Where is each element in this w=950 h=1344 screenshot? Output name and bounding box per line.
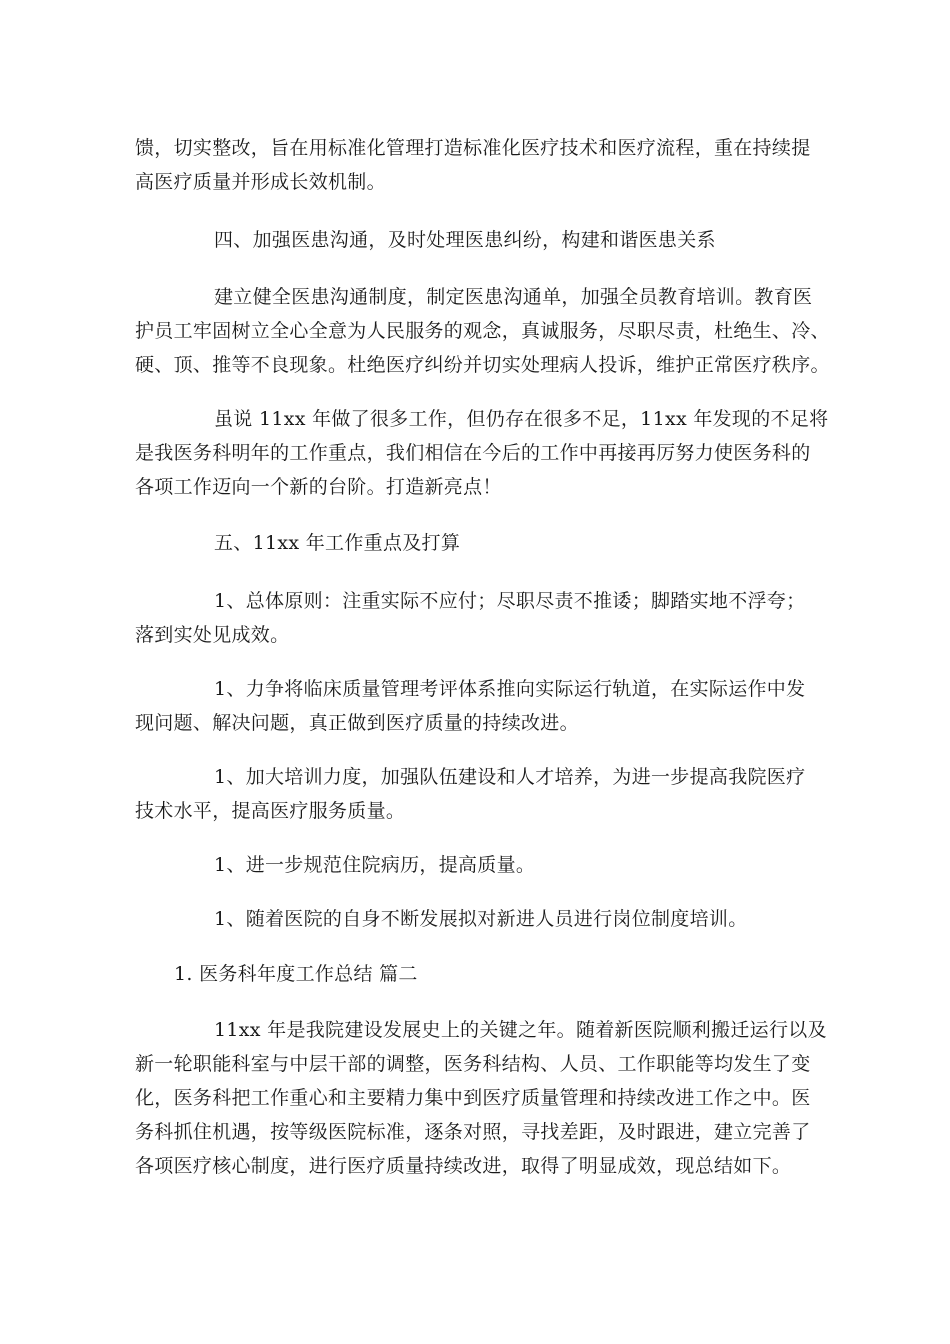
list-item-line: 1、总体原则：注重实际不应付；尽职尽责不推诿；脚踏实地不浮夸；: [214, 590, 806, 612]
paragraph-line: 硬、顶、推等不良现象。杜绝医疗纠纷并切实处理病人投诉，维护正常医疗秩序。: [135, 354, 830, 376]
section-title: 1. 医务科年度工作总结 篇二: [174, 963, 418, 985]
section-heading-5: 五、11xx 年工作重点及打算: [214, 532, 461, 554]
paragraph-line: 护员工牢固树立全心全意为人民服务的观念，真诚服务，尽职尽责，杜绝生、冷、: [135, 320, 830, 342]
paragraph-line: 11xx 年是我院建设发展史上的关键之年。随着新医院顺利搬迁运行以及: [214, 1019, 827, 1041]
paragraph-line: 虽说 11xx 年做了很多工作，但仍存在很多不足，11xx 年发现的不足将: [214, 408, 829, 430]
section-heading-4: 四、加强医患沟通，及时处理医患纠纷，构建和谐医患关系: [214, 229, 716, 251]
paragraph-line: 新一轮职能科室与中层干部的调整，医务科结构、人员、工作职能等均发生了变: [135, 1053, 811, 1075]
paragraph-line: 各项医疗核心制度，进行医疗质量持续改进，取得了明显成效，现总结如下。: [135, 1155, 792, 1177]
paragraph-line: 化，医务科把工作重心和主要精力集中到医疗质量管理和持续改进工作之中。医: [135, 1087, 811, 1109]
list-item-line: 落到实处见成效。: [135, 624, 290, 646]
list-item-line: 1、加大培训力度，加强队伍建设和人才培养，为进一步提高我院医疗: [214, 766, 806, 788]
paragraph-line: 高医疗质量并形成长效机制。: [135, 171, 386, 193]
list-item-line: 1、进一步规范住院病历，提高质量。: [214, 854, 536, 876]
list-item-line: 现问题、解决问题，真正做到医疗质量的持续改进。: [135, 712, 579, 734]
paragraph-line: 建立健全医患沟通制度，制定医患沟通单，加强全员教育培训。教育医: [214, 286, 813, 308]
list-item-line: 1、力争将临床质量管理考评体系推向实际运行轨道，在实际运作中发: [214, 678, 806, 700]
paragraph-line: 务科抓住机遇，按等级医院标准，逐条对照，寻找差距，及时跟进，建立完善了: [135, 1121, 811, 1143]
list-item-line: 1、随着医院的自身不断发展拟对新进人员进行岗位制度培训。: [214, 908, 748, 930]
paragraph-line: 是我医务科明年的工作重点，我们相信在今后的工作中再接再厉努力使医务科的: [135, 442, 811, 464]
paragraph-line: 各项工作迈向一个新的台阶。打造新亮点！: [135, 476, 502, 498]
list-item-line: 技术水平，提高医疗服务质量。: [135, 800, 406, 822]
paragraph-line: 馈，切实整改，旨在用标准化管理打造标准化医疗技术和医疗流程，重在持续提: [135, 137, 811, 159]
